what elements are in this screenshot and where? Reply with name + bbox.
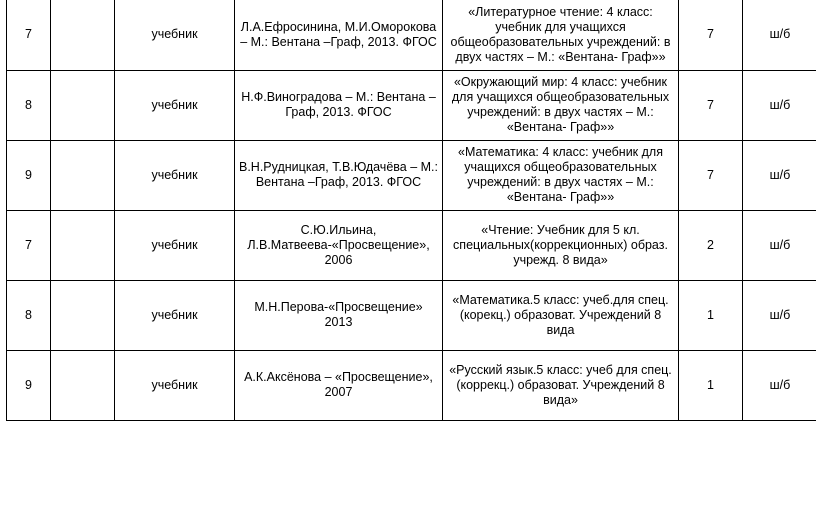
book-location: ш/б bbox=[743, 280, 816, 350]
book-location: ш/б bbox=[743, 0, 816, 70]
empty-cell bbox=[51, 280, 115, 350]
table-row bbox=[7, 280, 816, 350]
book-location: ш/б bbox=[743, 70, 816, 140]
empty-cell bbox=[51, 350, 115, 420]
book-quantity: 1 bbox=[679, 350, 743, 420]
empty-cell bbox=[51, 210, 115, 280]
textbook-table bbox=[6, 0, 816, 421]
row-number: 7 bbox=[7, 0, 51, 70]
empty-cell bbox=[51, 70, 115, 140]
empty-cell bbox=[51, 0, 115, 70]
book-author: Н.Ф.Виноградова – М.: Вентана –Граф, 2013. ФГОС bbox=[235, 70, 443, 140]
book-title: «Математика: 4 класс: учебник для учащихся общеобразовательных учреждений: в двух частях – М.: «Вентана- Граф»» bbox=[443, 140, 679, 210]
row-number: 8 bbox=[7, 280, 51, 350]
book-quantity: 7 bbox=[679, 0, 743, 70]
book-quantity: 1 bbox=[679, 280, 743, 350]
book-title: «Русский язык.5 класс: учеб для спец. (коррекц.) образоват. Учреждений 8 вида» bbox=[443, 350, 679, 420]
book-title: «Математика.5 класс: учеб.для спец. (корекц.) образоват. Учреждений 8 вида bbox=[443, 280, 679, 350]
book-quantity: 7 bbox=[679, 140, 743, 210]
row-number: 9 bbox=[7, 350, 51, 420]
row-number: 9 bbox=[7, 140, 51, 210]
table-row bbox=[7, 350, 816, 420]
book-author: А.К.Аксёнова – «Просвещение», 2007 bbox=[235, 350, 443, 420]
table-row bbox=[7, 210, 816, 280]
book-quantity: 7 bbox=[679, 70, 743, 140]
book-author: М.Н.Перова-«Просвещение» 2013 bbox=[235, 280, 443, 350]
book-title: «Чтение: Учебник для 5 кл. специальных(коррекционных) образ. учрежд. 8 вида» bbox=[443, 210, 679, 280]
book-author: С.Ю.Ильина, Л.В.Матвеева-«Просвещение», 2006 bbox=[235, 210, 443, 280]
book-type: учебник bbox=[115, 0, 235, 70]
book-title: «Литературное чтение: 4 класс: учебник для учащихся общеобразовательных учреждений: в двух частях – М.: «Вентана- Граф»» bbox=[443, 0, 679, 70]
book-author: В.Н.Рудницкая, Т.В.Юдачёва – М.: Вентана –Граф, 2013. ФГОС bbox=[235, 140, 443, 210]
book-location: ш/б bbox=[743, 210, 816, 280]
table-row bbox=[7, 140, 816, 210]
row-number: 7 bbox=[7, 210, 51, 280]
book-author: Л.А.Ефросинина, М.И.Оморокова – М.: Вентана –Граф, 2013. ФГОС bbox=[235, 0, 443, 70]
table-row bbox=[7, 0, 816, 70]
book-title: «Окружающий мир: 4 класс: учебник для учащихся общеобразовательных учреждений: в двух частях – М.: «Вентана- Граф»» bbox=[443, 70, 679, 140]
book-type: учебник bbox=[115, 70, 235, 140]
table-row bbox=[7, 70, 816, 140]
empty-cell bbox=[51, 140, 115, 210]
book-type: учебник bbox=[115, 350, 235, 420]
book-type: учебник bbox=[115, 280, 235, 350]
book-location: ш/б bbox=[743, 140, 816, 210]
book-location: ш/б bbox=[743, 350, 816, 420]
book-type: учебник bbox=[115, 210, 235, 280]
book-type: учебник bbox=[115, 140, 235, 210]
book-quantity: 2 bbox=[679, 210, 743, 280]
row-number: 8 bbox=[7, 70, 51, 140]
